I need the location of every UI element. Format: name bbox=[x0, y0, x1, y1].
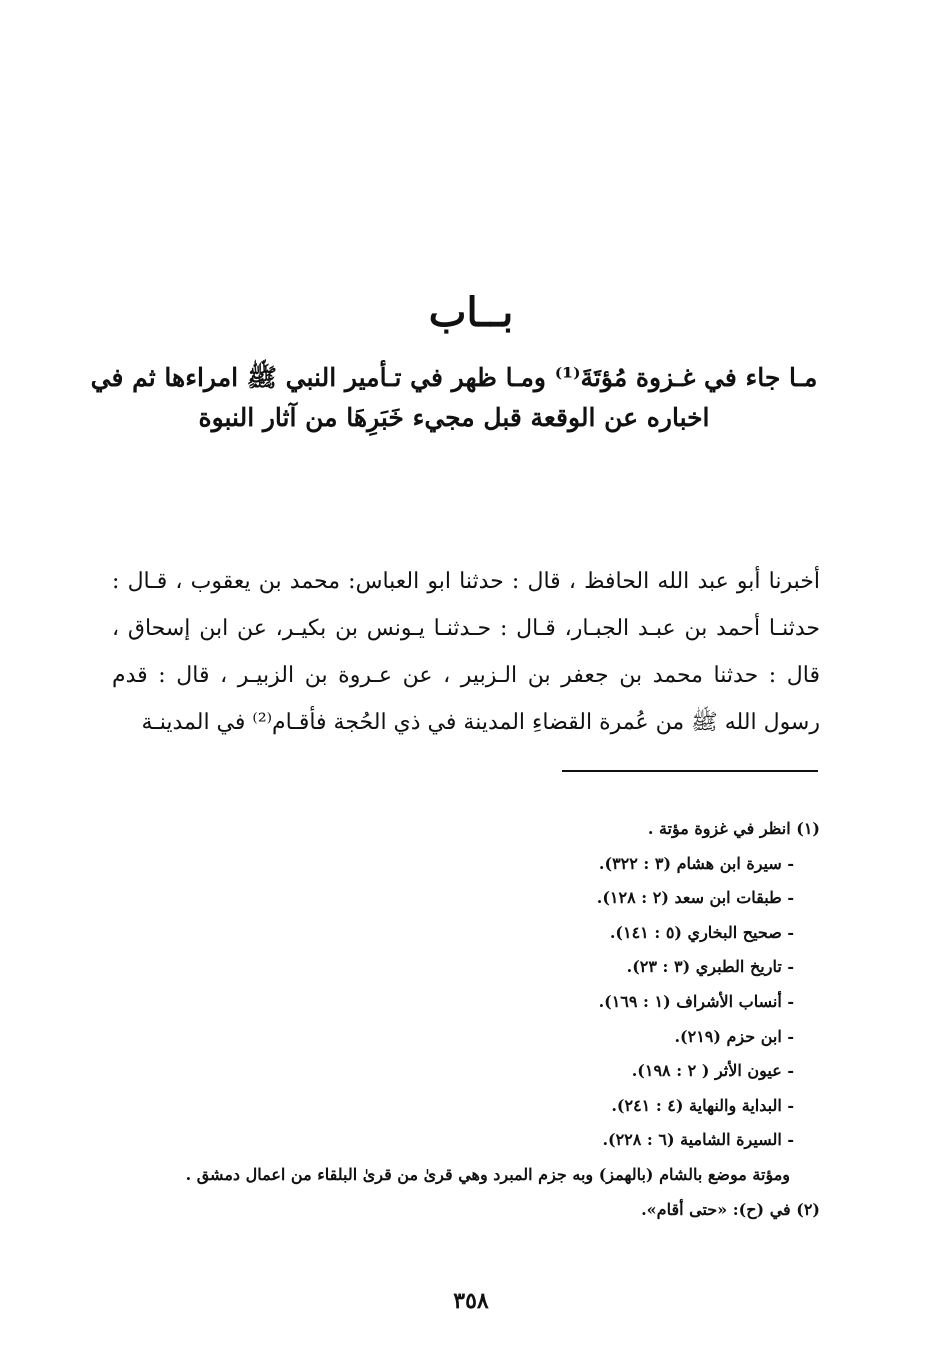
footnote-2: (٢) في (ح): «حتى أقام». bbox=[641, 1199, 820, 1219]
footnote-1-intro: (١) انظر في غزوة مؤتة . bbox=[647, 819, 820, 838]
footnote-separator bbox=[562, 770, 818, 772]
footnote-1-note: ومؤتة موضع بالشام (بالهمز) وبه جزم المبرد وهي قرىٰ من قرىٰ البلقاء من اعمال دمشق . bbox=[185, 1164, 790, 1184]
chapter-heading: بــاب bbox=[428, 289, 514, 336]
footnote-reference: - طبقات ابن سعد (٢ : ١٢٨). bbox=[596, 888, 794, 908]
footnote-reference: - البداية والنهاية (٤ : ٢٤١). bbox=[611, 1095, 794, 1115]
footnote-reference: - السيرة الشامية (٦ : ٢٢٨). bbox=[602, 1130, 794, 1150]
footnote-reference: - عيون الأثر ( ٢ : ١٩٨). bbox=[631, 1061, 794, 1081]
footnotes bbox=[130, 812, 820, 1227]
page-number: ٣٥٨ bbox=[453, 1288, 489, 1314]
footnote-reference: - صحيح البخاري (٥ : ١٤١). bbox=[609, 922, 794, 942]
footnote-reference: - أنساب الأشراف (١ : ١٦٩). bbox=[598, 991, 794, 1011]
footnote-reference: - ابن حزم (٢١٩). bbox=[674, 1026, 794, 1046]
footnote-reference: - تاريخ الطبري (٣ : ٢٣). bbox=[626, 957, 794, 977]
main-text bbox=[112, 558, 820, 746]
footnote-reference: - سيرة ابن هشام (٣ : ٣٢٢). bbox=[598, 853, 794, 873]
body-paragraph: أخبرنا أبو عبد الله الحافظ ، قال : حدثنا ابو العباس: محمد بن يعقوب ، قـال : حدثنـا أحمد بن عبـد الجبـار، قـال : حـدثنـا يـونس بن بكيـر، عن ابن إسحاق ، قال : حدثنا محمد بن جعفر بن الـزبير ، عن عـروة بن الزبيـر ، قال : قدم رسول الله ﷺ من عُمرة القضاءِ المدينة في ذي الحُجة فأقـام⁽²⁾ في المدينـة bbox=[112, 569, 820, 735]
chapter-subtitle: مـا جاء في غـزوة مُؤتَةَ⁽¹⁾ ومـا ظهر في تـأمير النبي ﷺ امراءها ثم في اخباره عن الوقعة قبل مجيء خَبَرِهَا من آثار النبوة bbox=[90, 363, 818, 432]
